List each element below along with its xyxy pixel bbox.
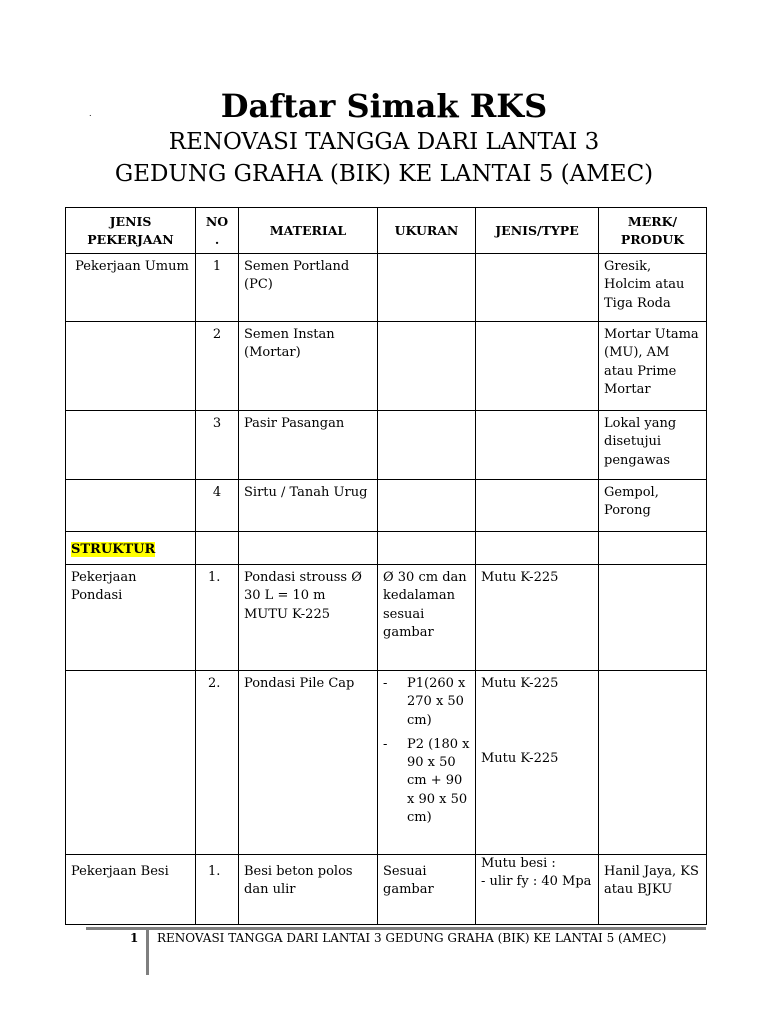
section-row-struktur [66, 532, 707, 565]
cell-material: Semen Instan (Mortar) [239, 322, 378, 411]
rks-table [65, 207, 707, 925]
cell-type [476, 671, 599, 855]
cell-no: 4 [196, 480, 239, 532]
list-dash: - [383, 676, 388, 691]
table-row [66, 411, 707, 480]
cell-jenis [66, 671, 196, 855]
list-item [380, 736, 471, 827]
cell-no: 1 [196, 254, 239, 322]
section-label: STRUKTUR [71, 541, 156, 557]
cell-no: 1. [196, 855, 239, 925]
cell-merk: Mortar Utama (MU), AM atau Prime Mortar [599, 322, 707, 411]
cell-empty [239, 532, 378, 565]
cell-ukuran [378, 671, 476, 855]
header-jenis-line-1: JENIS [109, 213, 152, 229]
header-no-line-1: NO [205, 213, 229, 229]
page-mark: . [89, 109, 92, 118]
cell-no: 3 [196, 411, 239, 480]
cell-merk [599, 565, 707, 671]
table-row [66, 855, 707, 925]
cell-merk [599, 671, 707, 855]
cell-type [476, 254, 599, 322]
cell-merk: Gempol, Porong [599, 480, 707, 532]
header-merk-line-1: MERK/ [627, 213, 678, 229]
cell-type [476, 855, 599, 925]
header-jenis-pekerjaan [66, 208, 196, 254]
footer-text: RENOVASI TANGGA DARI LANTAI 3 GEDUNG GRAHA (BIK) KE LANTAI 5 (AMEC) [157, 931, 667, 945]
cell-material: Pondasi strouss Ø 30 L = 10 m MUTU K-225 [239, 565, 378, 671]
cell-no: 2. [196, 671, 239, 855]
type-value-2: Mutu K-225 [481, 751, 559, 767]
cell-type [476, 322, 599, 411]
type-value-1: Mutu K-225 [481, 676, 559, 691]
header-material: MATERIAL [239, 208, 378, 254]
cell-no: 2 [196, 322, 239, 411]
cell-type [476, 411, 599, 480]
cell-no: 1. [196, 565, 239, 671]
cell-merk: Gresik, Holcim atau Tiga Roda [599, 254, 707, 322]
cell-empty [599, 532, 707, 565]
cell-material: Besi beton polos dan ulir [239, 855, 378, 925]
cell-jenis: Pekerjaan Besi [66, 855, 196, 925]
ukuran-list [380, 675, 471, 827]
type-line-1: Mutu besi : [481, 856, 556, 871]
cell-empty [378, 532, 476, 565]
cell-type [476, 480, 599, 532]
table-row [66, 671, 707, 855]
cell-empty [476, 532, 599, 565]
cell-jenis: Pekerjaan Umum [66, 254, 196, 322]
page-number: 1 [130, 931, 139, 945]
header-merk-line-2: PRODUK [620, 231, 685, 247]
table-row [66, 254, 707, 322]
page-subtitle-line-1: RENOVASI TANGGA DARI LANTAI 3 [168, 129, 600, 155]
cell-ukuran: Ø 30 cm dan kedalaman sesuai gambar [378, 565, 476, 671]
cell-ukuran [378, 254, 476, 322]
table-row [66, 480, 707, 532]
cell-ukuran [378, 480, 476, 532]
list-item [380, 675, 471, 730]
header-no [196, 208, 239, 254]
footer-divider [146, 927, 149, 975]
cell-section [66, 532, 196, 565]
cell-empty [196, 532, 239, 565]
cell-material: Pondasi Pile Cap [239, 671, 378, 855]
cell-merk: Hanil Jaya, KS atau BJKU [599, 855, 707, 925]
header-no-line-2: . [214, 231, 220, 247]
table-header-row [66, 208, 707, 254]
cell-merk: Lokal yang disetujui pengawas [599, 411, 707, 480]
footer-rule [86, 927, 706, 930]
cell-jenis: Pekerjaan Pondasi [66, 565, 196, 671]
list-item-text: P2 (180 x 90 x 50 cm + 90 x 90 x 50 cm) [407, 736, 470, 826]
type-line-2: - ulir fy : 40 Mpa [481, 874, 592, 890]
cell-ukuran: Sesuai gambar [378, 855, 476, 925]
cell-material: Pasir Pasangan [239, 411, 378, 480]
list-dash: - [383, 736, 388, 752]
cell-jenis [66, 480, 196, 532]
cell-material: Sirtu / Tanah Urug [239, 480, 378, 532]
list-item-text: P1(260 x 270 x 50 cm) [407, 676, 466, 728]
table-row [66, 565, 707, 671]
cell-jenis [66, 322, 196, 411]
cell-jenis [66, 411, 196, 480]
header-jenis-type: JENIS/TYPE [476, 208, 599, 254]
cell-ukuran [378, 411, 476, 480]
cell-ukuran [378, 322, 476, 411]
header-jenis-line-2: PEKERJAAN [87, 231, 174, 247]
header-ukuran: UKURAN [378, 208, 476, 254]
page-subtitle-line-2: GEDUNG GRAHA (BIK) KE LANTAI 5 (AMEC) [114, 161, 654, 187]
page-title: Daftar Simak RKS [220, 87, 548, 125]
cell-material: Semen Portland (PC) [239, 254, 378, 322]
table-row [66, 322, 707, 411]
cell-type: Mutu K-225 [476, 565, 599, 671]
header-merk-produk [599, 208, 707, 254]
